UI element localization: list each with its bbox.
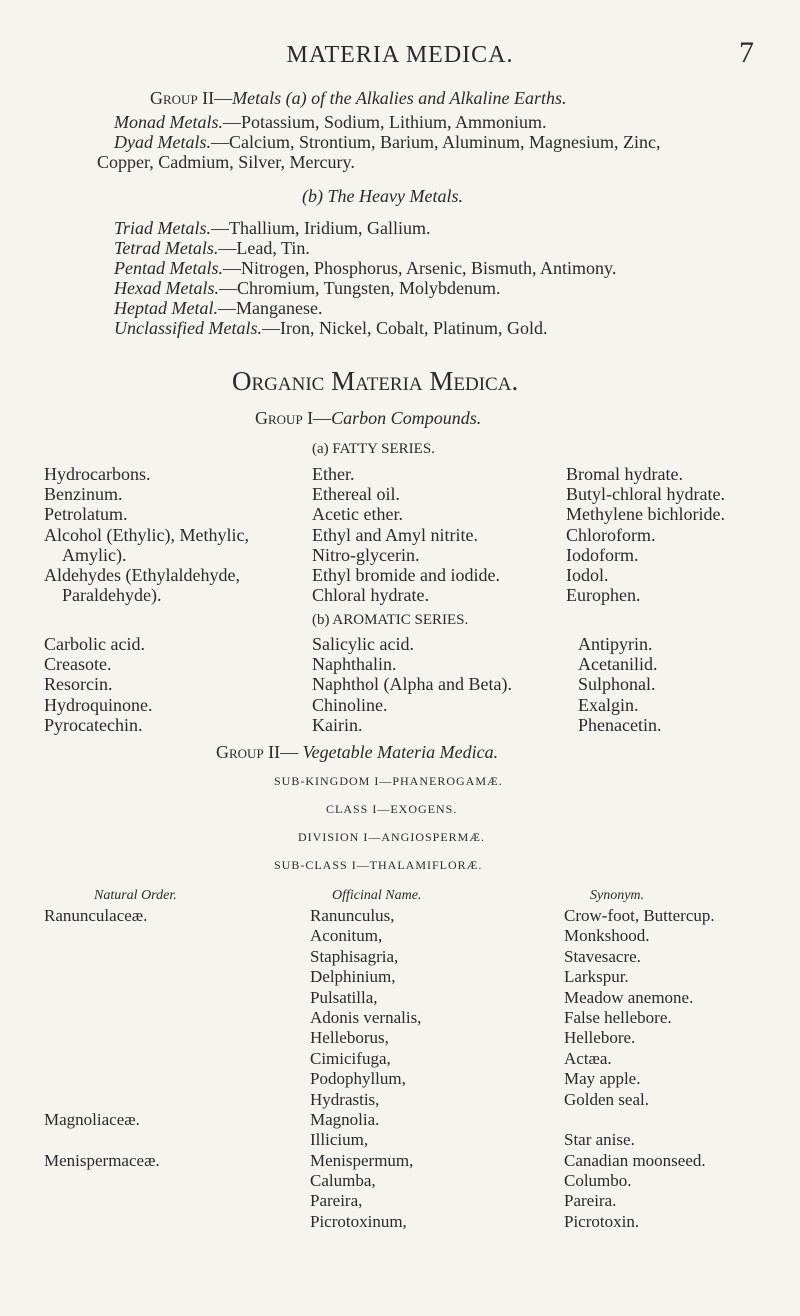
dyad-text: —Calcium, Strontium, Barium, Aluminum, Magnesium, Zinc, <box>210 132 661 152</box>
group1-prefix: Group I— <box>255 408 332 428</box>
list-item: Creasote. <box>44 654 112 675</box>
unclassified-text: —Iron, Nickel, Cobalt, Platinum, Gold. <box>261 318 548 338</box>
list-item: Chloroform. <box>566 524 656 545</box>
list-item: Ethereal oil. <box>312 484 400 505</box>
table-cell <box>44 1090 160 1110</box>
table-cell: Pareira, <box>310 1191 363 1211</box>
dyad-label: Dyad Metals. <box>114 132 211 152</box>
group2-veg-title: Vegetable Materia Medica. <box>302 742 499 762</box>
list-item: Exalgin. <box>578 694 639 715</box>
list-item: Hydroquinone. <box>44 694 153 715</box>
table-cell: Golden seal. <box>564 1089 649 1109</box>
table-cell <box>44 1212 160 1232</box>
monad-label: Monad Metals. <box>114 112 223 132</box>
hexad-line <box>114 278 501 298</box>
aromatic-col-1 <box>44 634 152 735</box>
table-cell: Menispermaceæ. <box>44 1150 160 1170</box>
class-heading: CLASS I—EXOGENS. <box>326 802 458 816</box>
pentad-label: Pentad Metals. <box>114 258 223 278</box>
fatty-col-1 <box>44 464 249 605</box>
table-cell: Picrotoxinum, <box>310 1211 407 1231</box>
unclassified-label: Unclassified Metals. <box>114 318 262 338</box>
tetrad-text: —Lead, Tin. <box>218 238 310 258</box>
heptad-text: —Manganese. <box>217 298 323 318</box>
aromatic-col-3 <box>578 634 661 735</box>
list-item: Carbolic acid. <box>44 634 145 654</box>
dyad-line <box>114 132 660 152</box>
table-cell: Crow-foot, Buttercup. <box>564 906 715 925</box>
heavy-metals-subtitle: (b) The Heavy Metals. <box>302 186 463 206</box>
table-cell: Stavesacre. <box>564 946 641 966</box>
list-item: Chloral hydrate. <box>312 585 429 606</box>
tetrad-label: Tetrad Metals. <box>114 238 219 258</box>
group2-metals-heading <box>150 88 566 108</box>
table-cell: Magnoliaceæ. <box>44 1109 140 1129</box>
table-cell <box>44 1069 160 1089</box>
natural-order-column <box>44 906 160 1232</box>
triad-text: —Thallium, Iridium, Gallium. <box>211 218 431 238</box>
list-item: Methylene bichloride. <box>566 504 725 525</box>
aromatic-series-title: (b) AROMATIC SERIES. <box>312 612 469 628</box>
list-item: Petrolatum. <box>44 504 128 525</box>
table-cell: Larkspur. <box>564 967 629 987</box>
header-synonym: Synonym. <box>590 888 645 903</box>
table-cell <box>44 1049 160 1069</box>
list-item: Sulphonal. <box>578 674 656 695</box>
group2-vegetable-heading <box>216 742 498 763</box>
table-cell: Aconitum, <box>310 926 383 946</box>
list-item: Antipyrin. <box>578 634 653 654</box>
triad-label: Triad Metals. <box>114 218 212 238</box>
organic-title: Organic Materia Medica. <box>232 366 519 396</box>
fatty-series-title: (a) FATTY SERIES. <box>312 441 435 457</box>
table-cell: Staphisagria, <box>310 946 399 966</box>
heptad-label: Heptad Metal. <box>114 298 218 318</box>
table-cell: Pulsatilla, <box>310 987 378 1007</box>
table-cell: Ranunculus, <box>310 906 395 925</box>
table-cell: Star anise. <box>564 1130 635 1150</box>
pentad-line <box>114 258 616 278</box>
list-item: Kairin. <box>312 714 363 735</box>
table-cell: Canadian moonseed. <box>564 1150 706 1170</box>
list-item: Ethyl and Amyl nitrite. <box>312 524 478 545</box>
subclass-heading: SUB-CLASS I—THALAMIFLORÆ. <box>274 858 483 872</box>
list-item: Benzinum. <box>44 484 123 505</box>
hexad-label: Hexad Metals. <box>114 278 219 298</box>
page-number: 7 <box>739 36 754 69</box>
list-item: Acetanilid. <box>578 654 658 675</box>
list-item: Alcohol (Ethylic), Methylic, <box>44 524 249 545</box>
table-cell: Calumba, <box>310 1171 376 1191</box>
group2-veg-prefix: Group II— <box>216 742 303 762</box>
table-cell <box>44 947 160 967</box>
list-item: Bromal hydrate. <box>566 464 683 484</box>
list-item: Ethyl bromide and iodide. <box>312 564 500 585</box>
list-item: Amylic). <box>62 544 127 565</box>
synonym-column <box>564 906 715 1232</box>
table-cell: Meadow anemone. <box>564 987 694 1007</box>
triad-line <box>114 218 431 238</box>
table-cell: Illicium, <box>310 1130 369 1150</box>
division-heading: DIVISION I—ANGIOSPERMÆ. <box>298 830 486 844</box>
table-cell <box>44 967 160 987</box>
table-cell: Monkshood. <box>564 926 650 946</box>
tetrad-line <box>114 238 310 258</box>
fatty-col-3 <box>566 464 725 605</box>
table-cell: Menispermum, <box>310 1150 414 1170</box>
table-cell: Hydrastis, <box>310 1089 380 1109</box>
hexad-text: —Chromium, Tungsten, Molybdenum. <box>218 278 501 298</box>
list-item: Hydrocarbons. <box>44 464 151 484</box>
table-cell <box>44 1130 160 1150</box>
fatty-col-2 <box>312 464 500 605</box>
list-item: Iodoform. <box>566 544 639 565</box>
list-item: Pyrocatechin. <box>44 714 143 735</box>
group2-prefix: Group II— <box>150 88 233 108</box>
group1-title: Carbon Compounds. <box>331 408 482 428</box>
list-item: Salicylic acid. <box>312 634 414 654</box>
officinal-name-column <box>310 906 421 1232</box>
table-cell: Ranunculaceæ. <box>44 906 148 925</box>
header-officinal-name: Officinal Name. <box>332 888 422 903</box>
group2-title: Metals (a) of the Alkalies and Alkaline Earths. <box>232 88 567 108</box>
list-item: Phenacetin. <box>578 714 662 735</box>
table-cell: Actæa. <box>564 1048 612 1068</box>
table-cell: Cimicifuga, <box>310 1048 391 1068</box>
running-head: MATERIA MEDICA. <box>286 42 514 68</box>
list-item: Butyl-chloral hydrate. <box>566 484 725 505</box>
table-cell <box>44 1191 160 1211</box>
heptad-line <box>114 298 322 318</box>
table-cell: Delphinium, <box>310 967 396 987</box>
table-cell: Helleborus, <box>310 1028 389 1048</box>
monad-text: —Potassium, Sodium, Lithium, Ammonium. <box>222 112 547 132</box>
unclassified-line <box>114 318 547 338</box>
table-cell: Podophyllum, <box>310 1069 406 1089</box>
table-cell: Hellebore. <box>564 1028 636 1048</box>
list-item: Aldehydes (Ethylaldehyde, <box>44 564 240 585</box>
pentad-text: —Nitrogen, Phosphorus, Arsenic, Bismuth, Antimony. <box>222 258 617 278</box>
list-item: Naphthol (Alpha and Beta). <box>312 674 512 695</box>
list-item: Acetic ether. <box>312 504 403 525</box>
table-cell <box>44 926 160 946</box>
monad-line <box>114 112 547 132</box>
table-cell <box>44 988 160 1008</box>
table-cell: Magnolia. <box>310 1109 380 1129</box>
header-natural-order: Natural Order. <box>94 888 177 903</box>
table-cell: Picrotoxin. <box>564 1211 640 1231</box>
table-cell <box>44 1028 160 1048</box>
list-item: Paraldehyde). <box>62 585 162 606</box>
table-cell: Columbo. <box>564 1171 632 1191</box>
list-item: Chinoline. <box>312 694 388 715</box>
list-item: Ether. <box>312 464 355 484</box>
table-cell: Pareira. <box>564 1191 617 1211</box>
table-cell: False hellebore. <box>564 1007 672 1027</box>
group1-heading <box>255 408 481 428</box>
table-cell <box>44 1171 160 1191</box>
table-cell: Adonis vernalis, <box>310 1007 422 1027</box>
table-cell <box>564 1110 715 1130</box>
table-cell <box>44 1008 160 1028</box>
list-item: Resorcin. <box>44 674 113 695</box>
subkingdom-heading: SUB-KINGDOM I—PHANEROGAMÆ. <box>274 774 503 788</box>
list-item: Naphthalin. <box>312 654 397 675</box>
list-item: Europhen. <box>566 585 641 606</box>
dyad-line-cont: Copper, Cadmium, Silver, Mercury. <box>97 152 355 172</box>
table-cell: May apple. <box>564 1069 641 1089</box>
aromatic-col-2 <box>312 634 512 735</box>
list-item: Nitro-glycerin. <box>312 544 420 565</box>
list-item: Iodol. <box>566 564 609 585</box>
